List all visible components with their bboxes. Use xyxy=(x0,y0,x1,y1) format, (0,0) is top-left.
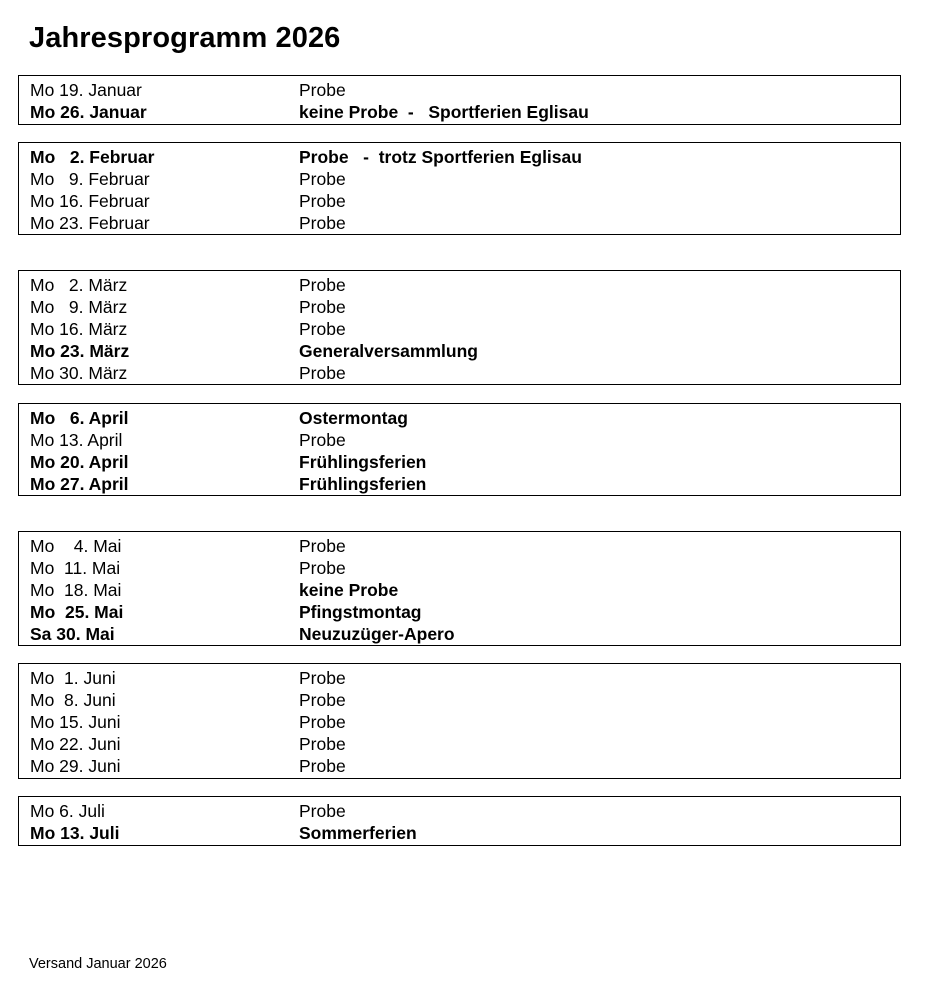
event-date: Mo 18. Mai xyxy=(30,580,122,600)
event-description: Probe xyxy=(299,275,346,295)
event-date: Mo 9. März xyxy=(30,297,128,317)
event-date: Mo 8. Juni xyxy=(30,690,116,710)
event-description: Probe xyxy=(299,297,346,317)
schedule-row xyxy=(19,667,900,689)
event-date: Mo 6. Juli xyxy=(30,801,105,821)
event-description: Probe xyxy=(299,430,346,450)
event-date: Mo 27. April xyxy=(30,474,129,494)
event-description: Probe xyxy=(299,169,346,189)
event-description: Probe xyxy=(299,536,346,556)
event-description: keine Probe - Sportferien Eglisau xyxy=(299,102,589,122)
event-date: Mo 16. Februar xyxy=(30,191,150,211)
schedule-row xyxy=(19,340,900,362)
event-date: Mo 29. Juni xyxy=(30,756,121,776)
event-date: Mo 6. April xyxy=(30,408,129,428)
event-description: Sommerferien xyxy=(299,823,417,843)
month-box-maerz xyxy=(18,270,901,385)
event-date: Mo 30. März xyxy=(30,363,128,383)
schedule-row xyxy=(19,318,900,340)
event-description: Generalversammlung xyxy=(299,341,478,361)
month-box-mai xyxy=(18,531,901,646)
event-date: Mo 9. Februar xyxy=(30,169,150,189)
schedule-row xyxy=(19,733,900,755)
schedule-row xyxy=(19,362,900,384)
event-description: Probe xyxy=(299,319,346,339)
schedule-row xyxy=(19,557,900,579)
schedule-row xyxy=(19,296,900,318)
schedule-row xyxy=(19,190,900,212)
footer-note: Versand Januar 2026 xyxy=(29,956,167,972)
page-title: Jahresprogramm 2026 xyxy=(29,22,341,54)
event-date: Mo 15. Juni xyxy=(30,712,121,732)
event-description: Neuzuzüger-Apero xyxy=(299,624,455,644)
event-date: Mo 22. Juni xyxy=(30,734,121,754)
event-date: Mo 4. Mai xyxy=(30,536,122,556)
schedule-row xyxy=(19,274,900,296)
month-box-juni xyxy=(18,663,901,779)
event-description: Frühlingsferien xyxy=(299,452,427,472)
schedule-row xyxy=(19,168,900,190)
schedule-row xyxy=(19,755,900,777)
event-date: Mo 16. März xyxy=(30,319,128,339)
event-date: Mo 1. Juni xyxy=(30,668,116,688)
schedule-row xyxy=(19,601,900,623)
month-box-februar xyxy=(18,142,901,235)
schedule-row xyxy=(19,579,900,601)
event-date: Mo 20. April xyxy=(30,452,129,472)
event-description: Ostermontag xyxy=(299,408,408,428)
event-description: Probe xyxy=(299,80,346,100)
month-box-april xyxy=(18,403,901,496)
schedule-row xyxy=(19,623,900,645)
month-box-juli xyxy=(18,796,901,846)
event-date: Mo 13. Juli xyxy=(30,823,120,843)
event-description: Probe xyxy=(299,191,346,211)
event-description: Frühlingsferien xyxy=(299,474,427,494)
event-date: Mo 23. März xyxy=(30,341,130,361)
event-date: Mo 19. Januar xyxy=(30,80,142,100)
event-description: Probe xyxy=(299,213,346,233)
event-date: Mo 2. Februar xyxy=(30,147,155,167)
event-description: Probe xyxy=(299,690,346,710)
schedule-row xyxy=(19,473,900,495)
event-date: Mo 23. Februar xyxy=(30,213,150,233)
schedule-row xyxy=(19,101,900,123)
event-date: Mo 2. März xyxy=(30,275,128,295)
event-description: Probe xyxy=(299,801,346,821)
schedule-row xyxy=(19,711,900,733)
schedule-row xyxy=(19,212,900,234)
event-description: Probe xyxy=(299,558,346,578)
schedule-row xyxy=(19,146,900,168)
schedule-row xyxy=(19,535,900,557)
schedule-row xyxy=(19,79,900,101)
schedule-row xyxy=(19,451,900,473)
event-date: Mo 13. April xyxy=(30,430,123,450)
event-date: Mo 11. Mai xyxy=(30,558,121,578)
event-description: keine Probe xyxy=(299,580,399,600)
event-description: Probe xyxy=(299,668,346,688)
schedule-row xyxy=(19,689,900,711)
month-box-januar xyxy=(18,75,901,125)
schedule-row xyxy=(19,822,900,844)
event-date: Mo 25. Mai xyxy=(30,602,124,622)
schedule-row xyxy=(19,407,900,429)
event-date: Sa 30. Mai xyxy=(30,624,115,644)
schedule-row xyxy=(19,800,900,822)
event-description: Probe - trotz Sportferien Eglisau xyxy=(299,147,582,167)
event-description: Pfingstmontag xyxy=(299,602,422,622)
event-description: Probe xyxy=(299,712,346,732)
event-date: Mo 26. Januar xyxy=(30,102,147,122)
schedule-row xyxy=(19,429,900,451)
event-description: Probe xyxy=(299,734,346,754)
event-description: Probe xyxy=(299,363,346,383)
event-description: Probe xyxy=(299,756,346,776)
